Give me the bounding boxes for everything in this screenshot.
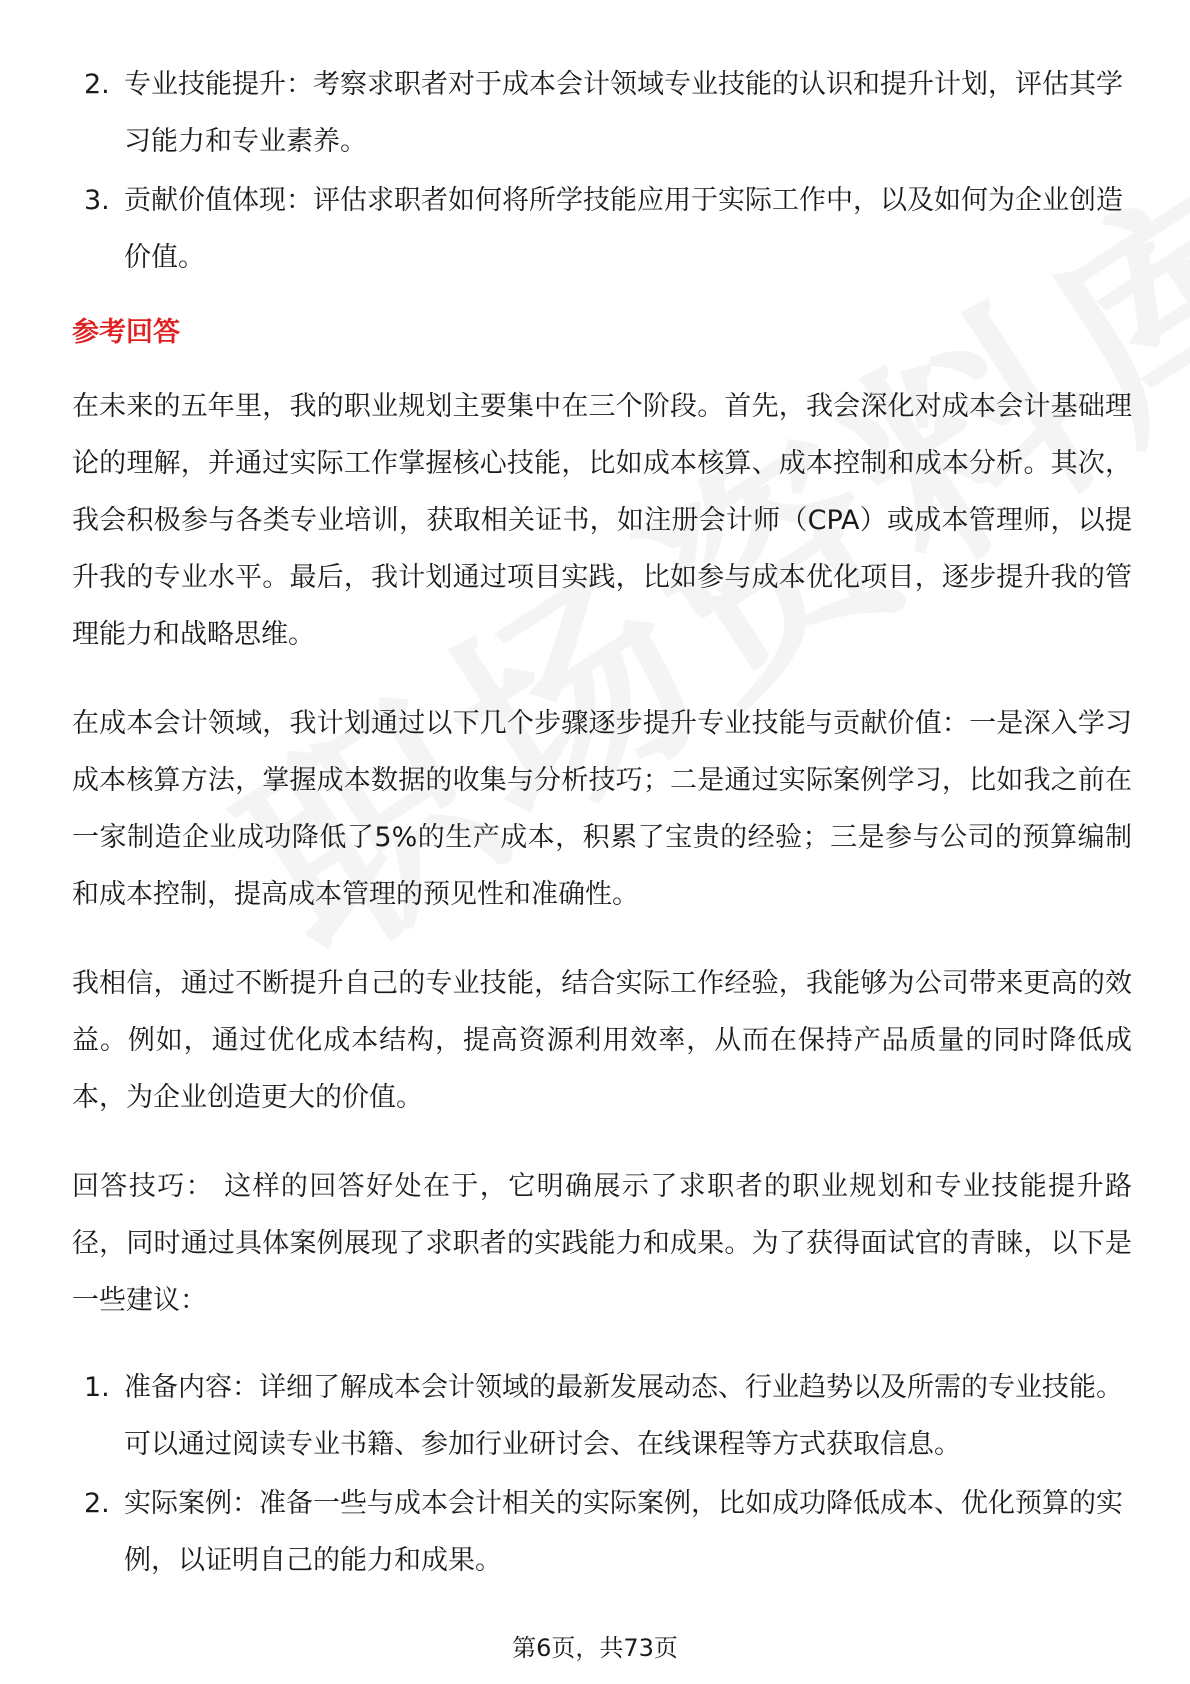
list-item — [72, 172, 1132, 286]
list-number: 2. — [84, 1488, 110, 1519]
tips-list — [72, 1359, 1132, 1589]
answer-paragraph: 在未来的五年里，我的职业规划主要集中在三个阶段。首先，我会深化对成本会计基础理论的理解，并通过实际工作掌握核心技能，比如成本核算、成本控制和成本分析。其次，我会积极参与各类专业培训，获取相关证书，如注册会计师（CPA）或成本管理师，以提升我的专业水平。最后，我计划通过项目实践，比如参与成本优化项目，逐步提升我的管理能力和战略思维。 — [72, 391, 1132, 650]
section-heading: 参考回答 — [72, 317, 180, 348]
list-text: 专业技能提升：考察求职者对于成本会计领域专业技能的认识和提升计划，评估其学习能力和专业素养。 — [124, 69, 1123, 157]
list-text: 贡献价值体现：评估求职者如何将所学技能应用于实际工作中，以及如何为企业创造价值。 — [124, 185, 1123, 273]
answer-paragraph: 在成本会计领域，我计划通过以下几个步骤逐步提升专业技能与贡献价值：一是深入学习成本核算方法，掌握成本数据的收集与分析技巧；二是通过实际案例学习，比如我之前在一家制造企业成功降低了5%的生产成本，积累了宝贵的经验；三是参与公司的预算编制和成本控制，提高成本管理的预见性和准确性。 — [72, 708, 1132, 910]
list-number: 3. — [84, 185, 110, 216]
list-item — [72, 1475, 1132, 1589]
list-text: 实际案例：准备一些与成本会计相关的实际案例，比如成功降低成本、优化预算的实例，以证明自己的能力和成果。 — [124, 1488, 1123, 1576]
evaluation-list — [72, 56, 1132, 286]
list-item — [72, 1359, 1132, 1473]
page-content — [72, 56, 1132, 1591]
list-number: 2. — [84, 69, 110, 100]
answer-paragraph: 我相信，通过不断提升自己的专业技能，结合实际工作经验，我能够为公司带来更高的效益。例如，通过优化成本结构，提高资源利用效率，从而在保持产品质量的同时降低成本，为企业创造更大的价值。 — [72, 968, 1132, 1113]
tips-paragraph: 回答技巧： 这样的回答好处在于，它明确展示了求职者的职业规划和专业技能提升路径，同时通过具体案例展现了求职者的实践能力和成果。为了获得面试官的青睐，以下是一些建议： — [72, 1171, 1132, 1316]
list-number: 1. — [84, 1372, 110, 1403]
list-text: 准备内容：详细了解成本会计领域的最新发展动态、行业趋势以及所需的专业技能。可以通过阅读专业书籍、参加行业研讨会、在线课程等方式获取信息。 — [124, 1372, 1123, 1460]
list-item — [72, 56, 1132, 170]
page-footer: 第6页，共73页 — [512, 1634, 678, 1662]
